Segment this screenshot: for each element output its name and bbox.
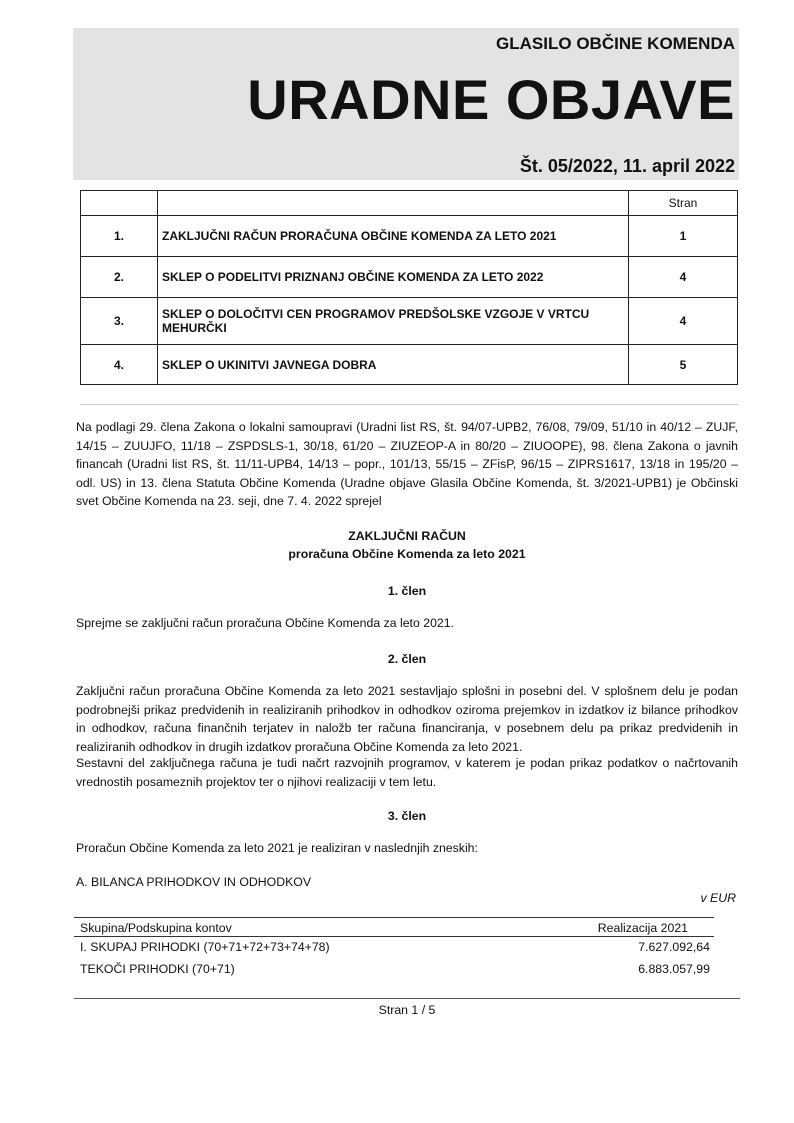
toc-row[interactable] xyxy=(81,345,738,385)
article-heading: 1. člen xyxy=(387,584,427,598)
toc-number: 2. xyxy=(81,257,158,298)
column-header-value: Realizacija 2021 xyxy=(597,921,688,935)
table-rule xyxy=(74,917,714,918)
document-subtitle: proračuna Občine Komenda za leto 2021 xyxy=(288,547,526,561)
balance-row xyxy=(80,960,710,978)
article-heading: 3. člen xyxy=(387,809,427,823)
toc-page: 5 xyxy=(629,345,738,385)
balance-row-label: I. SKUPAJ PRIHODKI (70+71+72+73+74+78) xyxy=(80,940,330,954)
table-rule xyxy=(74,936,714,937)
masthead xyxy=(73,28,739,180)
balance-section-title: A. BILANCA PRIHODKOV IN ODHODKOV xyxy=(76,875,312,889)
toc-page: 4 xyxy=(629,257,738,298)
toc-header-page: Stran xyxy=(629,191,738,216)
legal-basis-paragraph: Na podlagi 29. člena Zakona o lokalni samoupravi (Uradni list RS, št. 94/07-UPB2, 76/08, 79/09, 51/10 in 40/12 – ZUJF, 14/15 – ZUUJFO, 11/18 – ZSPDSLS-1, 30/18, 61/20 – ZIUZEOP-A in 80/20 – ZIUOOPE), 98. člena Zakona o javnih financah (Uradni list RS, št. 11/11-UPB4, 14/13 – popr., 101/13, 55/15 – ZFisP, 96/15 – ZIPRS1617, 13/18 in 195/20 – odl. US) in 13. člena Statuta Občine Komenda (Uradne objave Glasila Občine Komenda, št. 3/2021-UPB1) je Občinski svet Občine Komenda na 23. seji, dne 7. 4. 2022 sprejel xyxy=(76,420,738,508)
toc-title[interactable]: SKLEP O UKINITVI JAVNEGA DOBRA xyxy=(158,345,629,385)
toc-number: 1. xyxy=(81,216,158,257)
toc-row[interactable] xyxy=(81,216,738,257)
balance-header-row xyxy=(80,919,710,937)
publication-name: GLASILO OBČINE KOMENDA xyxy=(496,34,735,53)
toc-title[interactable]: SKLEP O PODELITVI PRIZNANJ OBČINE KOMENDA ZA LETO 2022 xyxy=(158,257,629,298)
toc-row[interactable] xyxy=(81,298,738,345)
article-text: Proračun Občine Komenda za leto 2021 je realiziran v naslednjih zneskih: xyxy=(76,841,478,855)
column-header-group: Skupina/Podskupina kontov xyxy=(80,921,232,935)
article-text: Zaključni račun proračuna Občine Komenda za leto 2021 sestavljajo splošni in posebni del. V splošnem delu je podan podrobnejši prikaz predvidenih in realiziranih prihodkov in odhodkov oziroma prejemkov in izdatkov iz bilance prihodkov in odhodkov, računa finančnih terjatev in naložb ter računa financiranja, v posebnem delu pa prikaz predvidenih in realiziranih odhodkov in drugih izdatkov proračuna Občine Komenda za leto 2021. xyxy=(76,684,738,754)
article-heading: 2. člen xyxy=(387,652,427,666)
toc-header-empty xyxy=(81,191,158,216)
toc-page: 4 xyxy=(629,298,738,345)
divider xyxy=(80,404,738,405)
toc-title[interactable]: SKLEP O DOLOČITVI CEN PROGRAMOV PREDŠOLSKE VZGOJE V VRTCU MEHURČKI xyxy=(158,298,629,345)
balance-row-value: 7.627.092,64 xyxy=(638,940,710,954)
issue-number: Št. 05/2022, 11. april 2022 xyxy=(519,156,735,176)
article-text: Sprejme se zaključni račun proračuna Občine Komenda za leto 2021. xyxy=(76,616,455,630)
balance-row xyxy=(80,938,710,956)
masthead-title: URADNE OBJAVE xyxy=(247,68,735,131)
currency-unit: v EUR xyxy=(700,891,736,905)
toc-header-row xyxy=(81,191,738,216)
article-text: Sestavni del zaključnega računa je tudi načrt razvojnih programov, v katerem je podan prikaz podatkov o načrtovanih vrednostih posameznih projektov ter o njihovi realizaciji v tem letu. xyxy=(76,756,738,789)
balance-row-value: 6.883.057,99 xyxy=(638,962,710,976)
toc-header-empty xyxy=(158,191,629,216)
table-of-contents xyxy=(80,190,738,385)
page-number: Stran 1 / 5 xyxy=(378,1003,436,1017)
toc-row[interactable] xyxy=(81,257,738,298)
toc-page: 1 xyxy=(629,216,738,257)
footer-rule xyxy=(74,998,740,999)
toc-number: 4. xyxy=(81,345,158,385)
toc-title[interactable]: ZAKLJUČNI RAČUN PRORAČUNA OBČINE KOMENDA ZA LETO 2021 xyxy=(158,216,629,257)
balance-row-label: TEKOČI PRIHODKI (70+71) xyxy=(80,962,235,976)
document-title: ZAKLJUČNI RAČUN xyxy=(348,529,466,543)
toc-number: 3. xyxy=(81,298,158,345)
